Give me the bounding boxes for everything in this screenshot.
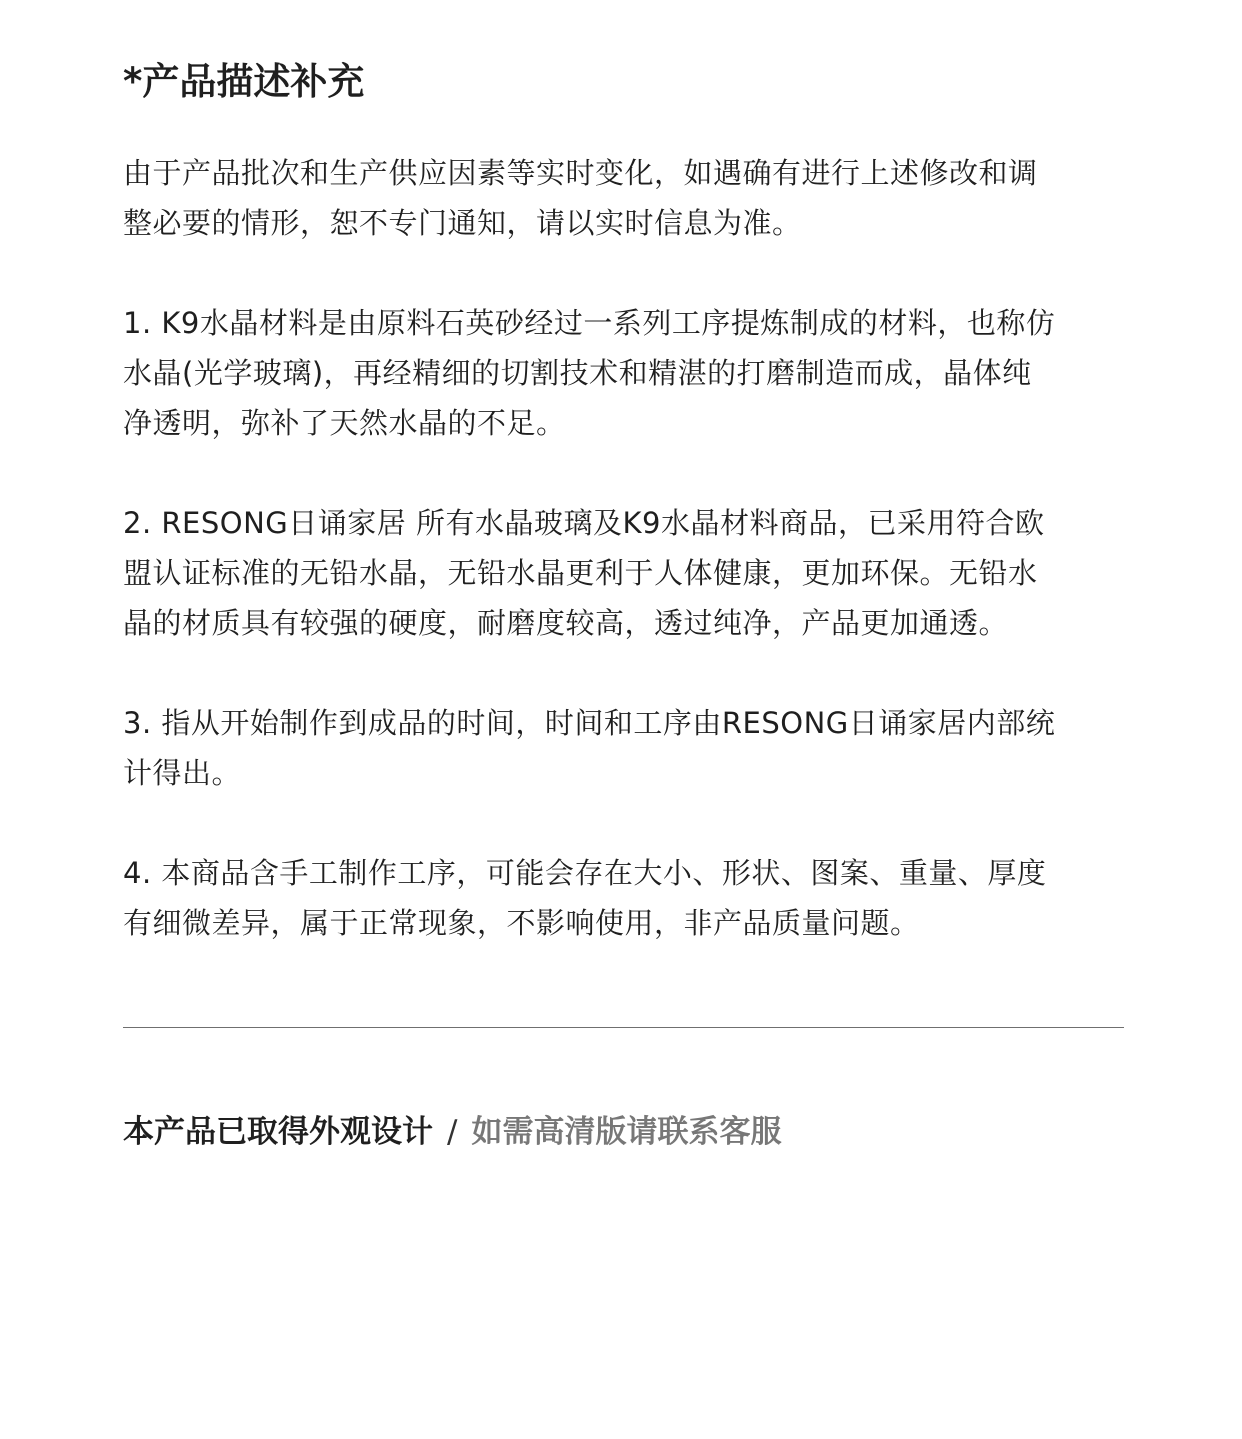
- note-4-paragraph: [123, 848, 1123, 948]
- horizontal-divider: [123, 1027, 1124, 1028]
- paragraph-line: 计得出。: [123, 756, 242, 790]
- note-1-paragraph: [123, 298, 1123, 448]
- paragraph-line: 4. 本商品含手工制作工序，可能会存在大小、形状、图案、重量、厚度: [123, 856, 1047, 890]
- paragraph-line: 3. 指从开始制作到成品的时间，时间和工序由RESONG日诵家居内部统: [123, 706, 1056, 740]
- paragraph-line: 净透明，弥补了天然水晶的不足。: [123, 406, 566, 440]
- design-patent-text: 本产品已取得外观设计: [123, 1114, 433, 1150]
- footer-separator: /: [447, 1114, 458, 1150]
- paragraph-line: 整必要的情形，恕不专门通知，请以实时信息为准。: [123, 206, 802, 240]
- note-2-paragraph: [123, 498, 1123, 648]
- paragraph-line: 由于产品批次和生产供应因素等实时变化，如遇确有进行上述修改和调: [123, 156, 1038, 190]
- footer-note: [123, 1108, 1123, 1156]
- section-title: *产品描述补充: [123, 60, 365, 103]
- paragraph-line: 晶的材质具有较强的硬度，耐磨度较高，透过纯净，产品更加通透。: [123, 606, 1009, 640]
- paragraph-line: 1. K9水晶材料是由原料石英砂经过一系列工序提炼制成的材料，也称仿: [123, 306, 1056, 340]
- note-3-paragraph: [123, 698, 1123, 798]
- paragraph-line: 盟认证标准的无铅水晶，无铅水晶更利于人体健康，更加环保。无铅水: [123, 556, 1038, 590]
- paragraph-line: 有细微差异，属于正常现象，不影响使用，非产品质量问题。: [123, 906, 920, 940]
- description-paragraph: [123, 148, 1123, 248]
- contact-service-text: 如需高清版请联系客服: [471, 1114, 782, 1150]
- paragraph-line: 水晶(光学玻璃)，再经精细的切割技术和精湛的打磨制造而成，晶体纯: [123, 356, 1032, 390]
- paragraph-line: 2. RESONG日诵家居 所有水晶玻璃及K9水晶材料商品，已采用符合欧: [123, 506, 1045, 540]
